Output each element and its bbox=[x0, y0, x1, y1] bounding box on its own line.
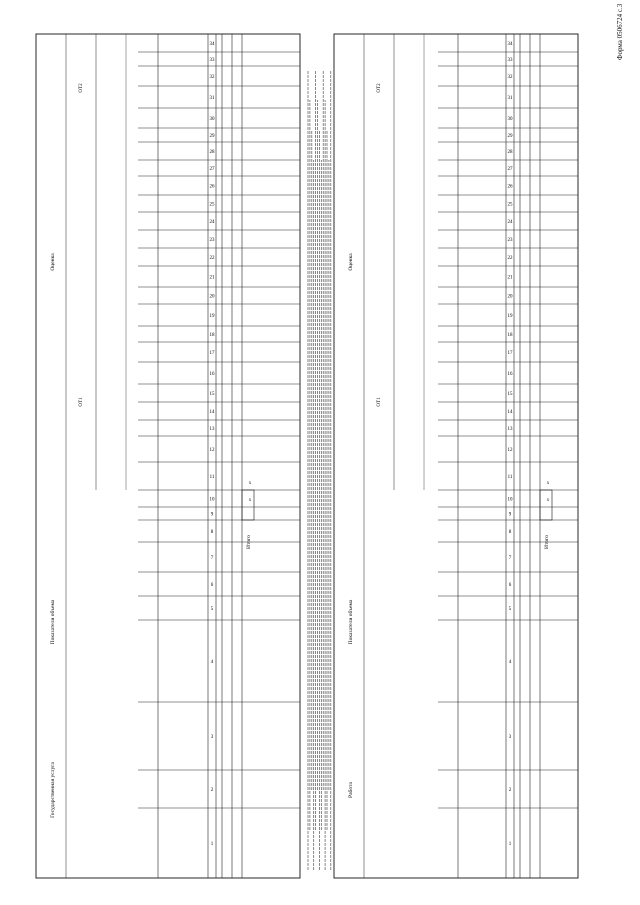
column-number: 33 bbox=[209, 58, 215, 63]
total-label: Итого bbox=[544, 535, 550, 549]
column-number: 4 bbox=[508, 660, 512, 665]
total-mark: x bbox=[546, 498, 550, 503]
column-number: 8 bbox=[210, 530, 214, 535]
column-number: 4 bbox=[210, 660, 214, 665]
column-number: 20 bbox=[507, 294, 513, 300]
column-number: 12 bbox=[507, 448, 513, 453]
column-number: 23 bbox=[507, 238, 513, 243]
column-number: 22 bbox=[209, 256, 215, 261]
group-header: ОТ2 bbox=[79, 83, 84, 93]
column-number: 29 bbox=[507, 134, 513, 139]
column-number: 30 bbox=[507, 117, 513, 122]
column-number: 25 bbox=[209, 202, 215, 208]
group-header: ОТ1 bbox=[79, 397, 84, 407]
column-number: 11 bbox=[209, 475, 215, 480]
column-number: 13 bbox=[209, 427, 215, 432]
column-number: 28 bbox=[507, 150, 513, 155]
column-number: 7 bbox=[508, 556, 512, 561]
group-header: Показатели объема bbox=[50, 599, 56, 645]
column-number: 15 bbox=[209, 392, 215, 397]
column-number: 21 bbox=[209, 275, 215, 281]
column-number: 6 bbox=[210, 583, 214, 588]
group-header: Оценка bbox=[348, 253, 354, 271]
column-number: 27 bbox=[209, 167, 215, 172]
column-number: 24 bbox=[507, 220, 513, 225]
column-number: 5 bbox=[508, 607, 512, 612]
column-number: 16 bbox=[209, 372, 215, 377]
column-number: 29 bbox=[209, 134, 215, 139]
column-number: 10 bbox=[209, 497, 215, 503]
group-header: ОТ1 bbox=[377, 397, 382, 407]
column-number: 9 bbox=[210, 512, 214, 518]
column-number: 32 bbox=[209, 75, 215, 80]
column-number: 26 bbox=[507, 184, 513, 190]
column-number: 14 bbox=[507, 410, 513, 415]
group-header: Оценка bbox=[50, 253, 56, 271]
column-number: 28 bbox=[209, 150, 215, 155]
group-header: Работа bbox=[348, 782, 354, 798]
column-number: 34 bbox=[209, 42, 215, 47]
total-mark: x bbox=[248, 481, 252, 486]
column-number: 1 bbox=[508, 842, 512, 847]
column-number: 31 bbox=[507, 96, 513, 101]
column-number: 33 bbox=[507, 58, 513, 63]
column-number: 24 bbox=[209, 220, 215, 225]
column-number: 19 bbox=[507, 314, 513, 319]
column-number: 5 bbox=[210, 607, 214, 612]
column-number: 7 bbox=[210, 556, 214, 561]
total-mark: x bbox=[546, 481, 550, 486]
column-number: 30 bbox=[209, 117, 215, 122]
form-code: Форма 0506724 с.3 bbox=[616, 3, 624, 60]
column-number: 3 bbox=[210, 735, 214, 740]
column-number: 32 bbox=[507, 75, 513, 80]
column-number: 2 bbox=[210, 788, 214, 793]
column-number: 17 bbox=[507, 351, 513, 356]
column-number: 10 bbox=[507, 497, 513, 503]
total-label: Итого bbox=[246, 535, 252, 549]
column-number: 18 bbox=[507, 333, 513, 338]
column-number: 6 bbox=[508, 583, 512, 588]
group-header: Государственная услуга bbox=[50, 762, 56, 818]
group-header: ОТ2 bbox=[377, 83, 382, 93]
column-number: 12 bbox=[209, 448, 215, 453]
column-number: 9 bbox=[508, 512, 512, 518]
column-number: 22 bbox=[507, 256, 513, 261]
column-number: 27 bbox=[507, 167, 513, 172]
group-header: Показатели объема bbox=[348, 599, 354, 645]
column-number: 31 bbox=[209, 96, 215, 101]
column-number: 13 bbox=[507, 427, 513, 432]
column-number: 16 bbox=[507, 372, 513, 377]
column-number: 11 bbox=[507, 475, 513, 480]
column-number: 3 bbox=[508, 735, 512, 740]
column-number: 15 bbox=[507, 392, 513, 397]
column-number: 25 bbox=[507, 202, 513, 208]
column-number: 20 bbox=[209, 294, 215, 300]
column-number: 14 bbox=[209, 410, 215, 415]
column-number: 19 bbox=[209, 314, 215, 319]
column-number: 17 bbox=[209, 351, 215, 356]
total-mark: x bbox=[248, 498, 252, 503]
column-number: 18 bbox=[209, 333, 215, 338]
column-number: 1 bbox=[210, 842, 214, 847]
column-number: 26 bbox=[209, 184, 215, 190]
column-number: 34 bbox=[507, 42, 513, 47]
column-number: 8 bbox=[508, 530, 512, 535]
column-number: 2 bbox=[508, 788, 512, 793]
column-number: 23 bbox=[209, 238, 215, 243]
column-number: 21 bbox=[507, 275, 513, 281]
